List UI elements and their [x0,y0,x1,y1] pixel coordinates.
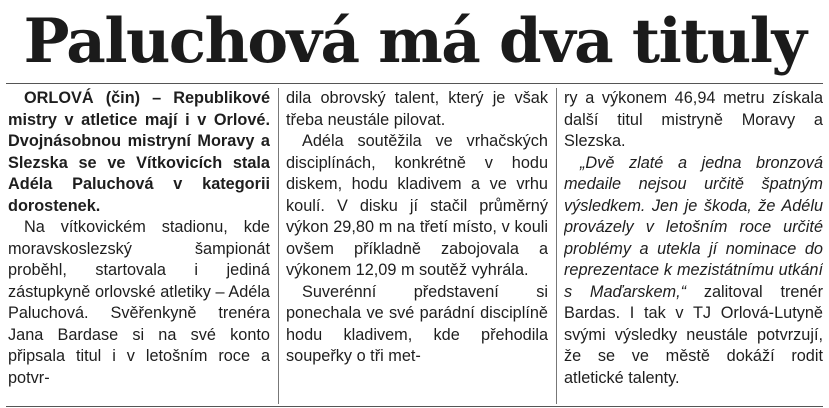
bottom-rule [6,406,823,407]
lead-paragraph: ORLOVÁ (čin) – Republikové mistry v atletice mají i v Orlové. Dvojnásobnou mistryní Moravy a Slezska se ve Vítkovicích stala Adéla Paluchová v kategorii dorostenek. [8,89,270,215]
body-paragraph: Suverénní představení si ponechala ve své parádní disciplíně hodu kladivem, kde přehodila soupeřky o tři met- [286,282,548,365]
quote-paragraph [564,153,823,390]
body-paragraph: Na vítkovickém stadionu, kde moravskoslezský šampionát proběhl, startovala i jediná zástupkyně orlovské atletiky – Adéla Paluchová. Svěřenkyně trenéra Jana Bardase si na své konto připsala titul i v letošním roce a potvr- [8,218,270,387]
headline: Paluchová má dva tituly [23,6,806,77]
article-column-1 [8,88,270,406]
headline-rule [6,83,823,84]
article-column-3 [564,88,823,406]
article-column-2 [286,88,548,406]
body-paragraph: Adéla soutěžila ve vrhačských disciplínách, konkrétně v hodu diskem, hodu kladivem a ve vrhu koulí. V disku jí stačil průměrný výkon 29,80 m na třetí místo, v kouli ovšem příkladně zabojovala a výkonem 12,09 m soutěž vyhrála. [286,132,548,279]
coach-quote: „Dvě zlaté a jedna bronzová medaile nejsou určitě špatným výsledkem. Jen je škoda, že Adélu provázely v letošním roce určité problémy a utekla jí nominace do reprezentace k mezistátnímu utkání s Maďarskem,“ [564,153,823,301]
column-divider [556,88,557,404]
body-paragraph: ry a výkonem 46,94 metru získala další titul mistryně Moravy a Slezska. [564,89,823,150]
column-divider [278,88,279,404]
quote-attribution: zalitoval trenér Bardas. I tak v TJ Orlová-Lutyně svými výsledky neustále potvrzují, že se ve městě dokáží rodit atletické talenty. [564,282,823,387]
body-paragraph: dila obrovský talent, který je však třeba neustále pilovat. [286,89,548,129]
